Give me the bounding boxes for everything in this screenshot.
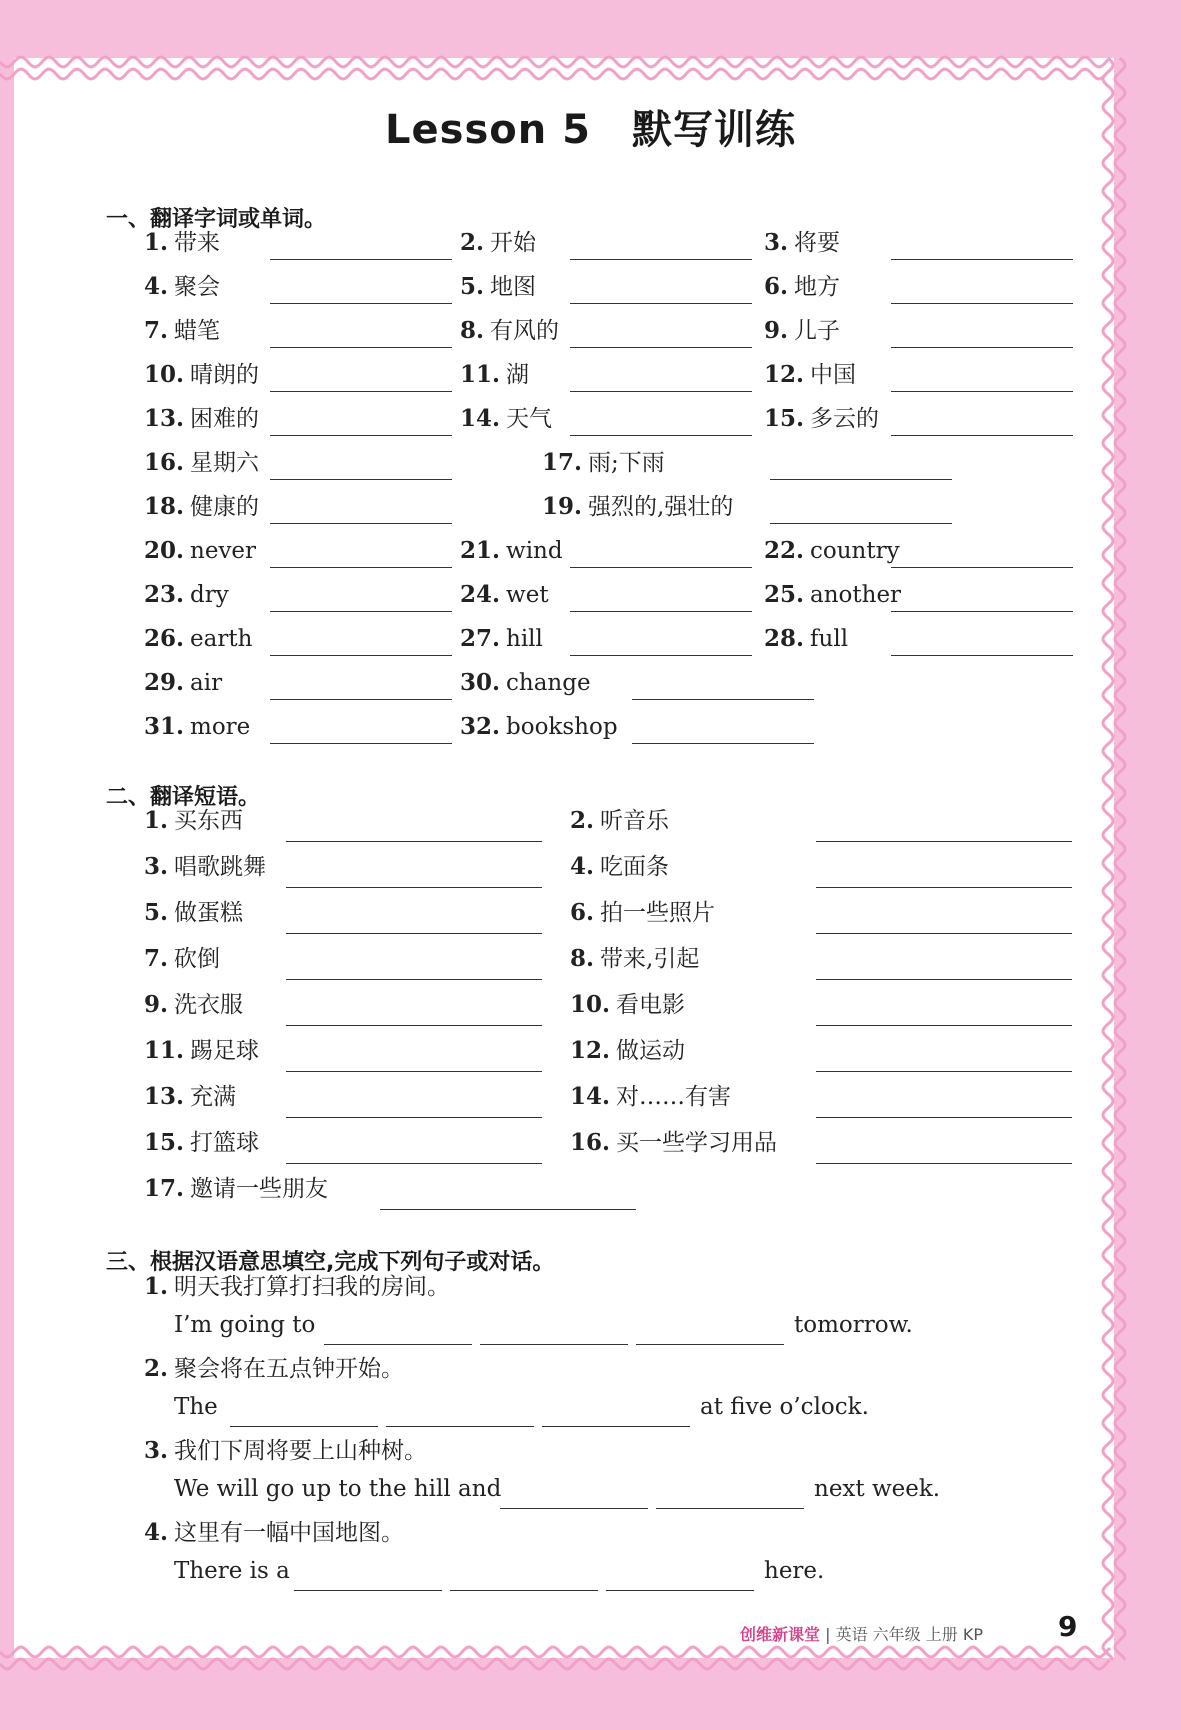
item-prompt: 邀请一些朋友 bbox=[190, 1176, 329, 1202]
item-prompt: hill bbox=[506, 626, 543, 652]
item-number: 10. bbox=[570, 991, 611, 1018]
item-number: 21. bbox=[460, 537, 501, 564]
vocab-answer-blank[interactable] bbox=[891, 347, 1073, 348]
item-prompt: 砍倒 bbox=[174, 946, 221, 972]
item-number: 1. bbox=[144, 1273, 169, 1300]
phrase-answer-blank[interactable] bbox=[816, 1025, 1072, 1026]
page-footer bbox=[740, 1622, 983, 1645]
vocab-item bbox=[764, 624, 848, 654]
item-prompt: 吃面条 bbox=[600, 854, 670, 880]
vocab-answer-blank[interactable] bbox=[632, 699, 814, 700]
sentence-chinese bbox=[144, 1350, 404, 1383]
item-number: 31. bbox=[144, 713, 185, 740]
item-number: 5. bbox=[460, 273, 485, 300]
vocab-answer-blank[interactable] bbox=[270, 347, 452, 348]
phrase-answer-blank[interactable] bbox=[816, 933, 1072, 934]
vocab-answer-blank[interactable] bbox=[570, 567, 752, 568]
item-prompt: full bbox=[810, 626, 849, 652]
vocab-answer-blank[interactable] bbox=[770, 479, 952, 480]
sentence-answer-blank[interactable] bbox=[542, 1426, 690, 1427]
sentence-chinese-text: 聚会将在五点钟开始。 bbox=[174, 1356, 405, 1382]
sentence-english-prefix: There is a bbox=[174, 1558, 290, 1584]
sentence-answer-blank[interactable] bbox=[500, 1508, 648, 1509]
sentence-chinese bbox=[144, 1268, 450, 1301]
vocab-answer-blank[interactable] bbox=[270, 655, 452, 656]
item-prompt: never bbox=[190, 538, 257, 564]
vocab-answer-blank[interactable] bbox=[270, 699, 452, 700]
vocab-answer-blank[interactable] bbox=[632, 743, 814, 744]
phrase-answer-blank[interactable] bbox=[816, 1117, 1072, 1118]
vocab-item bbox=[460, 404, 552, 434]
vocab-item bbox=[144, 580, 229, 610]
sentence-english-suffix: next week. bbox=[814, 1476, 941, 1502]
item-prompt: 蜡笔 bbox=[174, 318, 221, 344]
item-prompt: 强烈的,强壮的 bbox=[588, 494, 734, 520]
vocab-item bbox=[144, 228, 220, 258]
phrase-answer-blank[interactable] bbox=[286, 979, 542, 980]
vocab-answer-blank[interactable] bbox=[270, 303, 452, 304]
vocab-item bbox=[764, 580, 901, 610]
item-number: 12. bbox=[570, 1037, 611, 1064]
vocab-answer-blank[interactable] bbox=[770, 523, 952, 524]
vocab-answer-blank[interactable] bbox=[891, 303, 1073, 304]
item-number: 2. bbox=[570, 807, 595, 834]
sentence-english-suffix: here. bbox=[764, 1558, 825, 1584]
vocab-item bbox=[144, 668, 222, 698]
phrase-item bbox=[570, 1036, 685, 1066]
phrase-answer-blank[interactable] bbox=[286, 933, 542, 934]
sentence-chinese bbox=[144, 1514, 404, 1547]
vocab-item bbox=[144, 624, 252, 654]
phrase-item bbox=[570, 944, 699, 974]
item-number: 22. bbox=[764, 537, 805, 564]
item-prompt: 聚会 bbox=[174, 274, 221, 300]
item-number: 7. bbox=[144, 945, 169, 972]
phrase-item bbox=[570, 898, 715, 928]
phrase-answer-blank[interactable] bbox=[816, 841, 1072, 842]
item-prompt: air bbox=[190, 670, 223, 696]
item-prompt: 打篮球 bbox=[190, 1130, 260, 1156]
item-number: 24. bbox=[460, 581, 501, 608]
phrase-item bbox=[570, 990, 685, 1020]
phrase-item bbox=[144, 1174, 328, 1204]
item-prompt: earth bbox=[190, 626, 253, 652]
item-prompt: 多云的 bbox=[810, 406, 880, 432]
item-number: 27. bbox=[460, 625, 501, 652]
vocab-answer-blank[interactable] bbox=[570, 303, 752, 304]
item-prompt: 有风的 bbox=[490, 318, 560, 344]
vocab-item bbox=[460, 536, 563, 566]
vocab-item bbox=[144, 316, 220, 346]
vocab-item bbox=[542, 448, 665, 478]
item-number: 1. bbox=[144, 229, 169, 256]
vocab-item bbox=[542, 492, 733, 522]
phrase-item bbox=[570, 1128, 777, 1158]
section-1-heading: 一、翻译字词或单词。 bbox=[106, 207, 327, 232]
item-prompt: more bbox=[190, 714, 251, 740]
item-prompt: 带来,引起 bbox=[600, 946, 700, 972]
item-prompt: 踢足球 bbox=[190, 1038, 260, 1064]
phrase-answer-blank[interactable] bbox=[286, 1071, 542, 1072]
vocab-answer-blank[interactable] bbox=[270, 391, 452, 392]
item-prompt: bookshop bbox=[506, 714, 618, 740]
item-number: 7. bbox=[144, 317, 169, 344]
footer-info: 英语 六年级 上册 KP bbox=[835, 1625, 983, 1644]
item-prompt: wet bbox=[506, 582, 549, 608]
item-number: 16. bbox=[144, 449, 185, 476]
phrase-item bbox=[570, 806, 669, 836]
item-prompt: 地图 bbox=[490, 274, 537, 300]
vocab-answer-blank[interactable] bbox=[891, 611, 1073, 612]
sentence-english-prefix: We will go up to the hill and bbox=[174, 1476, 502, 1502]
sentence-answer-blank[interactable] bbox=[636, 1344, 784, 1345]
phrase-item bbox=[144, 852, 266, 882]
vocab-item bbox=[144, 712, 250, 742]
sentence-english-prefix: I’m going to bbox=[174, 1312, 316, 1338]
sentence-english-suffix: tomorrow. bbox=[794, 1312, 913, 1338]
sentence-english-prefix: The bbox=[174, 1394, 218, 1420]
vocab-answer-blank[interactable] bbox=[270, 523, 452, 524]
section-2-heading: 二、翻译短语。 bbox=[106, 785, 261, 810]
vocab-item bbox=[764, 228, 840, 258]
item-prompt: 困难的 bbox=[190, 406, 260, 432]
vocab-item bbox=[144, 360, 259, 390]
vocab-item bbox=[460, 228, 536, 258]
item-number: 8. bbox=[460, 317, 485, 344]
phrase-item bbox=[570, 1082, 731, 1112]
item-number: 1. bbox=[144, 807, 169, 834]
item-prompt: 做运动 bbox=[616, 1038, 686, 1064]
item-number: 32. bbox=[460, 713, 501, 740]
vocab-answer-blank[interactable] bbox=[270, 567, 452, 568]
item-prompt: 地方 bbox=[794, 274, 841, 300]
vocab-item bbox=[460, 316, 559, 346]
item-prompt: wind bbox=[506, 538, 563, 564]
vocab-item bbox=[460, 668, 591, 698]
vocab-item bbox=[764, 404, 879, 434]
item-prompt: country bbox=[810, 538, 900, 564]
sentence-answer-blank[interactable] bbox=[386, 1426, 534, 1427]
phrase-answer-blank[interactable] bbox=[816, 1163, 1072, 1164]
item-number: 13. bbox=[144, 405, 185, 432]
item-prompt: 做蛋糕 bbox=[174, 900, 244, 926]
item-number: 3. bbox=[764, 229, 789, 256]
item-number: 8. bbox=[570, 945, 595, 972]
item-prompt: 晴朗的 bbox=[190, 362, 260, 388]
item-number: 29. bbox=[144, 669, 185, 696]
item-number: 2. bbox=[460, 229, 485, 256]
item-number: 20. bbox=[144, 537, 185, 564]
phrase-item bbox=[144, 944, 220, 974]
item-number: 30. bbox=[460, 669, 501, 696]
phrase-answer-blank[interactable] bbox=[286, 1117, 542, 1118]
phrase-answer-blank[interactable] bbox=[286, 887, 542, 888]
vocab-answer-blank[interactable] bbox=[570, 655, 752, 656]
item-prompt: 带来 bbox=[174, 230, 221, 256]
item-number: 28. bbox=[764, 625, 805, 652]
item-prompt: 中国 bbox=[810, 362, 857, 388]
vocab-answer-blank[interactable] bbox=[270, 743, 452, 744]
item-number: 26. bbox=[144, 625, 185, 652]
item-prompt: 洗衣服 bbox=[174, 992, 244, 1018]
sentence-chinese-text: 明天我打算打扫我的房间。 bbox=[174, 1274, 451, 1300]
item-prompt: 天气 bbox=[506, 406, 553, 432]
vocab-item bbox=[764, 360, 856, 390]
item-prompt: 湖 bbox=[506, 362, 530, 388]
vocab-answer-blank[interactable] bbox=[570, 347, 752, 348]
sentence-chinese-text: 这里有一幅中国地图。 bbox=[174, 1520, 405, 1546]
item-number: 9. bbox=[764, 317, 789, 344]
sentence-answer-blank[interactable] bbox=[294, 1590, 442, 1591]
vocab-answer-blank[interactable] bbox=[570, 391, 752, 392]
footer-divider: | bbox=[825, 1625, 831, 1644]
sentence-english-suffix: at five o’clock. bbox=[700, 1394, 869, 1420]
vocab-item bbox=[460, 272, 536, 302]
item-number: 11. bbox=[460, 361, 501, 388]
item-prompt: 儿子 bbox=[794, 318, 841, 344]
sentence-answer-blank[interactable] bbox=[606, 1590, 754, 1591]
phrase-item bbox=[144, 1128, 259, 1158]
item-number: 6. bbox=[764, 273, 789, 300]
vocab-item bbox=[144, 272, 220, 302]
footer-brand: 创维新课堂 bbox=[740, 1625, 821, 1644]
sentence-answer-blank[interactable] bbox=[324, 1344, 472, 1345]
item-prompt: 开始 bbox=[490, 230, 537, 256]
vocab-answer-blank[interactable] bbox=[570, 259, 752, 260]
vocab-answer-blank[interactable] bbox=[270, 259, 452, 260]
item-prompt: change bbox=[506, 670, 591, 696]
item-number: 14. bbox=[460, 405, 501, 432]
item-number: 16. bbox=[570, 1129, 611, 1156]
item-prompt: dry bbox=[190, 582, 229, 608]
item-prompt: 充满 bbox=[190, 1084, 237, 1110]
phrase-answer-blank[interactable] bbox=[380, 1209, 636, 1210]
item-number: 15. bbox=[144, 1129, 185, 1156]
sentence-chinese bbox=[144, 1432, 427, 1465]
item-number: 3. bbox=[144, 853, 169, 880]
vocab-item bbox=[460, 580, 549, 610]
vocab-item bbox=[764, 272, 840, 302]
vocab-answer-blank[interactable] bbox=[570, 611, 752, 612]
vocab-item bbox=[460, 712, 618, 742]
page-number: 9 bbox=[1058, 1610, 1078, 1643]
item-number: 25. bbox=[764, 581, 805, 608]
vocab-item bbox=[144, 536, 256, 566]
item-prompt: 对……有害 bbox=[616, 1084, 732, 1110]
item-number: 17. bbox=[542, 449, 583, 476]
vocab-answer-blank[interactable] bbox=[891, 655, 1073, 656]
item-number: 4. bbox=[144, 1519, 169, 1546]
phrase-item bbox=[570, 852, 669, 882]
vocab-item bbox=[460, 360, 529, 390]
item-number: 4. bbox=[144, 273, 169, 300]
item-prompt: 看电影 bbox=[616, 992, 686, 1018]
phrase-item bbox=[144, 1082, 236, 1112]
phrase-answer-blank[interactable] bbox=[286, 1025, 542, 1026]
item-number: 15. bbox=[764, 405, 805, 432]
vocab-answer-blank[interactable] bbox=[570, 435, 752, 436]
vocab-item bbox=[460, 624, 543, 654]
item-number: 17. bbox=[144, 1175, 185, 1202]
page-title: Lesson 5 默写训练 bbox=[385, 107, 796, 153]
item-prompt: 健康的 bbox=[190, 494, 260, 520]
vocab-item bbox=[764, 316, 840, 346]
vocab-answer-blank[interactable] bbox=[891, 567, 1073, 568]
vocab-answer-blank[interactable] bbox=[891, 435, 1073, 436]
item-number: 3. bbox=[144, 1437, 169, 1464]
item-number: 14. bbox=[570, 1083, 611, 1110]
sentence-chinese-text: 我们下周将要上山种树。 bbox=[174, 1438, 428, 1464]
vocab-item bbox=[764, 536, 900, 566]
phrase-item bbox=[144, 990, 243, 1020]
sentence-answer-blank[interactable] bbox=[480, 1344, 628, 1345]
phrase-answer-blank[interactable] bbox=[816, 979, 1072, 980]
item-number: 23. bbox=[144, 581, 185, 608]
vocab-answer-blank[interactable] bbox=[270, 611, 452, 612]
item-prompt: 星期六 bbox=[190, 450, 260, 476]
item-number: 10. bbox=[144, 361, 185, 388]
item-number: 19. bbox=[542, 493, 583, 520]
item-prompt: 买东西 bbox=[174, 808, 244, 834]
item-number: 2. bbox=[144, 1355, 169, 1382]
item-prompt: 买一些学习用品 bbox=[616, 1130, 778, 1156]
vocab-item bbox=[144, 448, 259, 478]
item-number: 13. bbox=[144, 1083, 185, 1110]
phrase-item bbox=[144, 898, 243, 928]
sentence-answer-blank[interactable] bbox=[230, 1426, 378, 1427]
phrase-answer-blank[interactable] bbox=[286, 1163, 542, 1164]
item-prompt: 拍一些照片 bbox=[600, 900, 716, 926]
vocab-answer-blank[interactable] bbox=[270, 479, 452, 480]
item-number: 4. bbox=[570, 853, 595, 880]
item-number: 6. bbox=[570, 899, 595, 926]
phrase-answer-blank[interactable] bbox=[816, 1071, 1072, 1072]
sentence-answer-blank[interactable] bbox=[450, 1590, 598, 1591]
sentence-answer-blank[interactable] bbox=[656, 1508, 804, 1509]
vocab-item bbox=[144, 492, 259, 522]
item-number: 12. bbox=[764, 361, 805, 388]
phrase-item bbox=[144, 1036, 259, 1066]
phrase-answer-blank[interactable] bbox=[816, 887, 1072, 888]
item-prompt: 唱歌跳舞 bbox=[174, 854, 267, 880]
item-prompt: 将要 bbox=[794, 230, 841, 256]
vocab-answer-blank[interactable] bbox=[891, 259, 1073, 260]
vocab-answer-blank[interactable] bbox=[891, 391, 1073, 392]
phrase-answer-blank[interactable] bbox=[286, 841, 542, 842]
section-3-heading: 三、根据汉语意思填空,完成下列句子或对话。 bbox=[106, 1250, 555, 1275]
item-number: 18. bbox=[144, 493, 185, 520]
item-number: 11. bbox=[144, 1037, 185, 1064]
vocab-answer-blank[interactable] bbox=[270, 435, 452, 436]
item-number: 5. bbox=[144, 899, 169, 926]
item-prompt: 听音乐 bbox=[600, 808, 670, 834]
item-number: 9. bbox=[144, 991, 169, 1018]
vocab-item bbox=[144, 404, 259, 434]
item-prompt: another bbox=[810, 582, 902, 608]
phrase-item bbox=[144, 806, 243, 836]
item-prompt: 雨;下雨 bbox=[588, 450, 665, 476]
